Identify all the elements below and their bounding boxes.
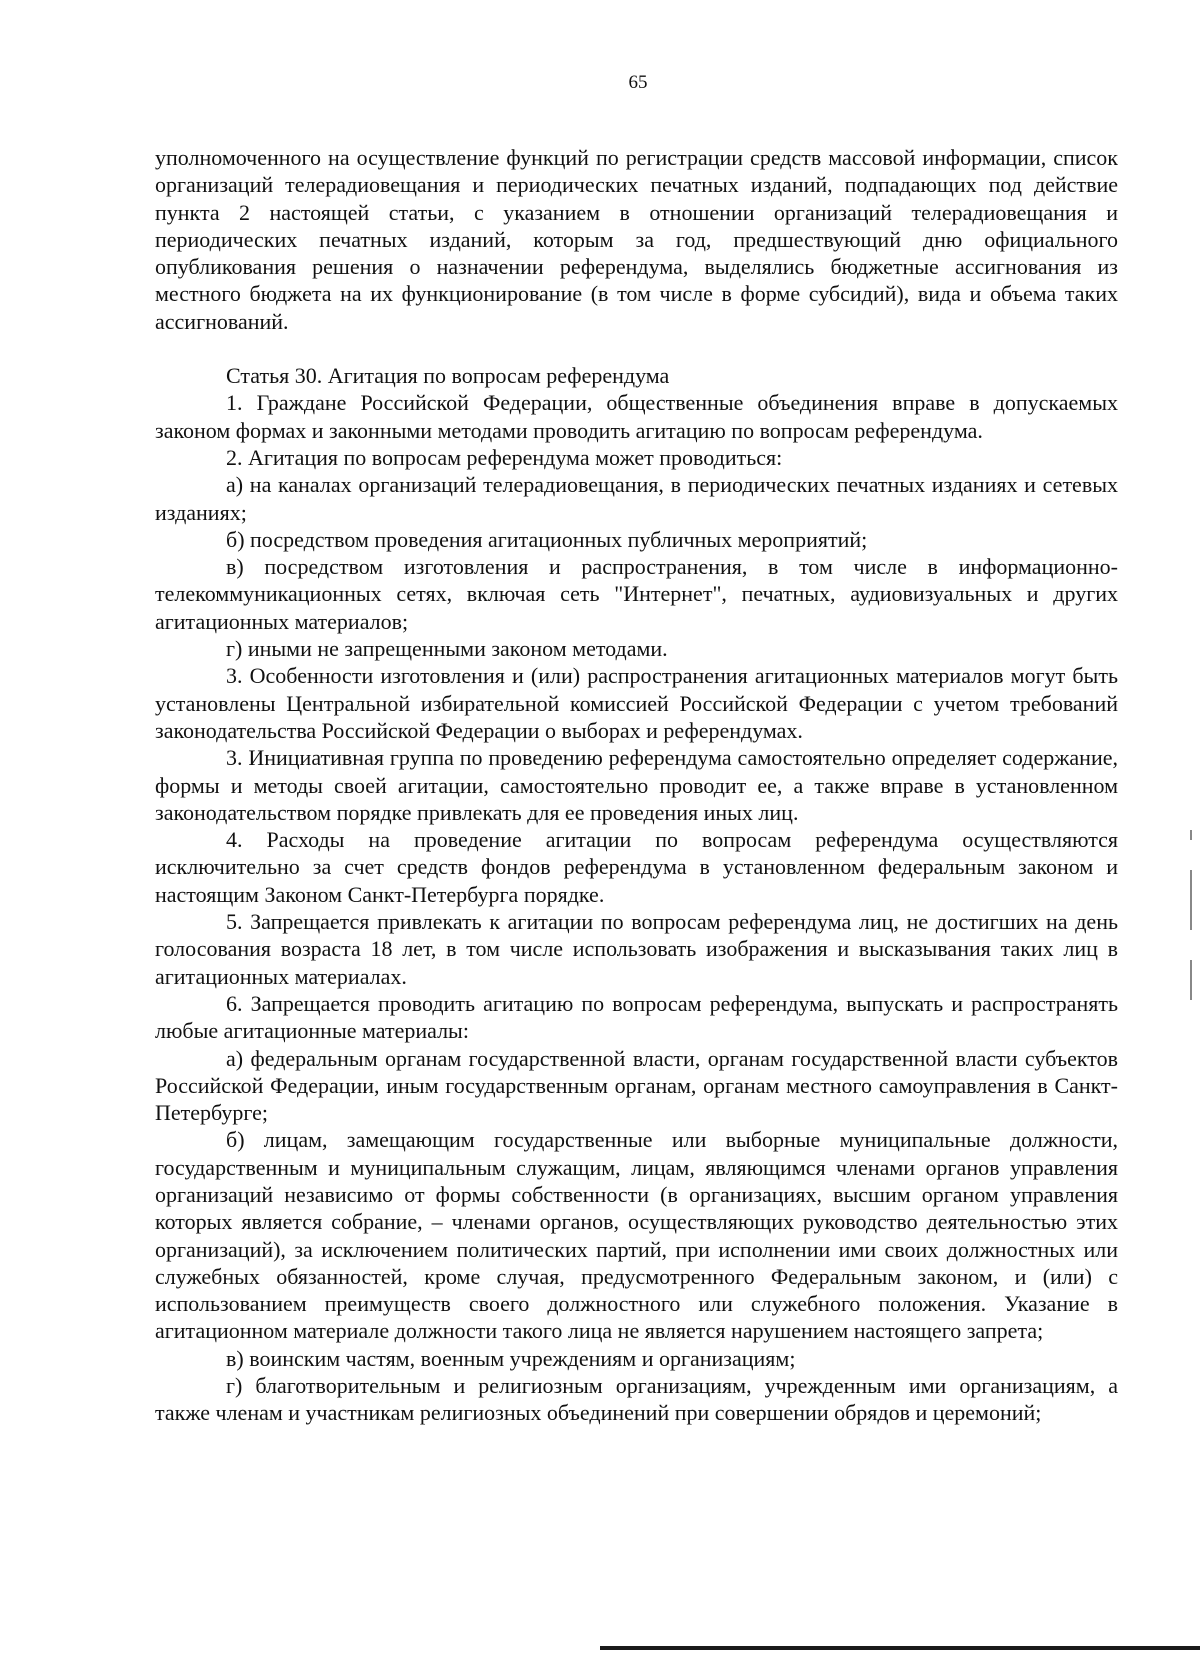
subitem-b: б) посредством проведения агитационных публичных мероприятий;: [226, 526, 868, 552]
paragraph-continuation: уполномоченного на осуществление функций по регистрации средств массовой информации, список организаций телерадиовещания и периодических печатных изданий, подпадающих под действие пункта 2 настоящей статьи, с указанием в отношении организаций телерадиовещания и периодических печатных изданий, которым за год, предшествующий дню официального опубликования решения о назначении референдума, выделялись бюджетные ассигнования из местного бюджета на их функционирование (в том числе в форме субсидий), вида и объема таких ассигнований.: [155, 145, 1118, 334]
paragraph-item-6: 6. Запрещается проводить агитацию по вопросам референдума, выпускать и распространять любые агитационные материалы:: [155, 990, 1118, 1044]
scan-edge-mark: [1190, 960, 1192, 1000]
subitem-6v: в) воинским частям, военным учреждениям и организациям;: [226, 1345, 796, 1371]
paragraph-item-2: 2. Агитация по вопросам референдума может проводиться:: [226, 444, 783, 470]
document-body: [155, 144, 1118, 1427]
subitem-6a: а) федеральным органам государственной власти, органам государственной власти субъектов Российской Федерации, иным государственным органам, органам местного самоуправления в Санкт-Петербурге;: [155, 1045, 1118, 1126]
subitem-6b: б) лицам, замещающим государственные или выборные муниципальные должности, государственным и муниципальным служащим, лицам, являющимся членами органов управления организаций независимо от формы собственности (в организациях, высшим органом управления которых является собрание, – членами органов, осуществляющих руководство деятельностью этих организаций), за исключением политических партий, при исполнении ими своих должностных или служебных обязанностей, кроме случая, предусмотренного Федеральным законом, и (или) с использованием преимуществ своего должностного или служебного положения. Указание в агитационном материале должности такого лица не является нарушением настоящего запрета;: [155, 1127, 1118, 1344]
scan-edge-mark: [1190, 830, 1192, 840]
paragraph-item-3a: 3. Особенности изготовления и (или) распространения агитационных материалов могут быть установлены Центральной избирательной комиссией Российской Федерации с учетом требований законодательства Российской Федерации о выборах и референдумах.: [155, 663, 1118, 743]
scan-edge-mark: [1190, 870, 1192, 930]
paragraph-item-4: 4. Расходы на проведение агитации по вопросам референдума осуществляются исключительно за счет средств фондов референдума в установленном федеральным законом и настоящим Законом Санкт-Петербурга порядке.: [155, 827, 1118, 907]
article-heading: Статья 30. Агитация по вопросам референдума: [226, 363, 670, 389]
scan-bottom-edge: [600, 1646, 1200, 1650]
subitem-g: г) иными не запрещенными законом методами.: [226, 636, 668, 662]
subitem-6g: г) благотворительным и религиозным организациям, учрежденным ими организациям, а также членам и участникам религиозных объединений при совершении обрядов и церемоний;: [155, 1373, 1118, 1426]
subitem-v: в) посредством изготовления и распространения, в том числе в информационно-телекоммуникационных сетях, включая сеть "Интернет", печатных, аудиовизуальных и других агитационных материалов;: [155, 554, 1118, 634]
page-number: 65: [628, 72, 648, 93]
paragraph-item-3b: 3. Инициативная группа по проведению референдума самостоятельно определяет содержание, формы и методы своей агитации, самостоятельно проводит ее, а также вправе в установленном законодательством порядке привлекать для ее проведения иных лиц.: [155, 745, 1118, 825]
paragraph-item-5: 5. Запрещается привлекать к агитации по вопросам референдума лиц, не достигших на день голосования возраста 18 лет, в том числе использовать изображения и высказывания таких лиц в агитационных материалах.: [155, 909, 1118, 989]
subitem-a: а) на каналах организаций телерадиовещания, в периодических печатных изданиях и сетевых изданиях;: [155, 472, 1118, 525]
paragraph-item-1: 1. Граждане Российской Федерации, общественные объединения вправе в допускаемых законом формах и законными методами проводить агитацию по вопросам референдума.: [155, 390, 1118, 443]
